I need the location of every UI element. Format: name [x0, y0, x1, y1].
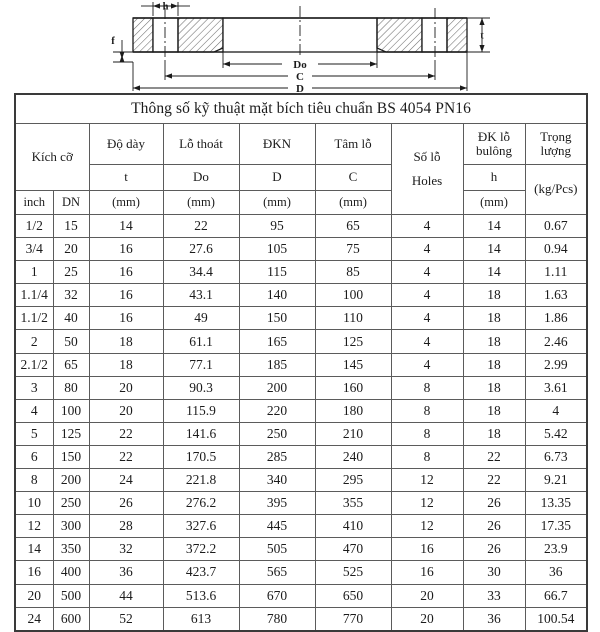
cell-c: 65	[315, 215, 391, 238]
cell-inch: 14	[15, 538, 53, 561]
cell-weight: 1.11	[525, 261, 587, 284]
cell-t: 26	[89, 492, 163, 515]
cell-dn: 150	[53, 445, 89, 468]
cell-do: 77.1	[163, 353, 239, 376]
cell-do: 22	[163, 215, 239, 238]
header-bore: Lỗ thoát	[163, 124, 239, 165]
table-row	[15, 538, 587, 561]
header-holes	[391, 124, 463, 215]
table-row	[15, 353, 587, 376]
cell-do: 61.1	[163, 330, 239, 353]
dimension-label-do: Do	[293, 59, 307, 71]
cell-d: 505	[239, 538, 315, 561]
cell-t: 18	[89, 330, 163, 353]
cell-t: 22	[89, 422, 163, 445]
table-row	[15, 422, 587, 445]
table-row	[15, 215, 587, 238]
cell-do: 513.6	[163, 584, 239, 607]
table-row	[15, 607, 587, 631]
cell-t: 16	[89, 284, 163, 307]
cell-c: 525	[315, 561, 391, 584]
cell-weight: 5.42	[525, 422, 587, 445]
header-row-names	[15, 124, 587, 165]
cell-inch: 10	[15, 492, 53, 515]
cell-holes: 4	[391, 330, 463, 353]
cell-weight: 36	[525, 561, 587, 584]
cell-do: 276.2	[163, 492, 239, 515]
cell-weight: 6.73	[525, 445, 587, 468]
cell-c: 410	[315, 515, 391, 538]
cell-dn: 125	[53, 422, 89, 445]
cell-h: 26	[463, 492, 525, 515]
cell-weight: 1.63	[525, 284, 587, 307]
cell-h: 14	[463, 261, 525, 284]
flange-section-right	[377, 18, 467, 52]
cell-inch: 20	[15, 584, 53, 607]
table-row	[15, 492, 587, 515]
symbol-c: C	[315, 165, 391, 191]
unit-t-mm: (mm)	[89, 191, 163, 215]
cell-weight: 9.21	[525, 469, 587, 492]
cell-weight: 4	[525, 399, 587, 422]
cell-weight: 0.94	[525, 238, 587, 261]
cell-t: 18	[89, 353, 163, 376]
cell-do: 34.4	[163, 261, 239, 284]
cell-d: 445	[239, 515, 315, 538]
cell-d: 105	[239, 238, 315, 261]
table-row	[15, 515, 587, 538]
table-row	[15, 376, 587, 399]
symbol-d: D	[239, 165, 315, 191]
cell-inch: 1/2	[15, 215, 53, 238]
table-row	[15, 261, 587, 284]
header-holes-en: Holes	[411, 173, 443, 188]
table-row	[15, 561, 587, 584]
cell-inch: 4	[15, 399, 53, 422]
cell-c: 295	[315, 469, 391, 492]
cell-dn: 65	[53, 353, 89, 376]
cell-c: 110	[315, 307, 391, 330]
dimension-label-f: f	[111, 36, 115, 47]
cell-c: 125	[315, 330, 391, 353]
cell-holes: 4	[391, 307, 463, 330]
cell-dn: 20	[53, 238, 89, 261]
cell-c: 100	[315, 284, 391, 307]
cell-dn: 25	[53, 261, 89, 284]
cell-inch: 1	[15, 261, 53, 284]
cell-holes: 20	[391, 584, 463, 607]
header-bolt-hole: ĐK lỗ bulông	[463, 124, 525, 165]
cell-dn: 250	[53, 492, 89, 515]
cell-do: 90.3	[163, 376, 239, 399]
header-thickness: Độ dày	[89, 124, 163, 165]
cell-d: 780	[239, 607, 315, 631]
cell-c: 470	[315, 538, 391, 561]
cell-dn: 350	[53, 538, 89, 561]
cell-inch: 3	[15, 376, 53, 399]
dimension-t	[467, 18, 490, 52]
table-title-row	[15, 94, 587, 124]
cell-holes: 20	[391, 607, 463, 631]
cell-c: 355	[315, 492, 391, 515]
cell-do: 141.6	[163, 422, 239, 445]
cell-inch: 1.1/2	[15, 307, 53, 330]
cell-dn: 600	[53, 607, 89, 631]
unit-do-mm: (mm)	[163, 191, 239, 215]
cell-c: 75	[315, 238, 391, 261]
cell-holes: 4	[391, 215, 463, 238]
cell-d: 395	[239, 492, 315, 515]
cell-c: 650	[315, 584, 391, 607]
cell-t: 36	[89, 561, 163, 584]
cell-dn: 500	[53, 584, 89, 607]
cell-dn: 300	[53, 515, 89, 538]
cell-inch: 16	[15, 561, 53, 584]
flange-drawing	[0, 0, 600, 93]
header-row-symbols	[15, 165, 587, 191]
cell-h: 22	[463, 469, 525, 492]
dimension-f	[113, 40, 133, 62]
cell-t: 16	[89, 307, 163, 330]
cell-h: 22	[463, 445, 525, 468]
cell-do: 170.5	[163, 445, 239, 468]
cell-d: 165	[239, 330, 315, 353]
cell-holes: 12	[391, 469, 463, 492]
cell-h: 14	[463, 238, 525, 261]
cell-do: 372.2	[163, 538, 239, 561]
cell-h: 18	[463, 307, 525, 330]
cell-t: 52	[89, 607, 163, 631]
unit-dn: DN	[53, 191, 89, 215]
cell-t: 22	[89, 445, 163, 468]
cell-weight: 13.35	[525, 492, 587, 515]
cell-holes: 16	[391, 538, 463, 561]
cell-d: 340	[239, 469, 315, 492]
cell-do: 43.1	[163, 284, 239, 307]
header-dkn: ĐKN	[239, 124, 315, 165]
cell-inch: 2	[15, 330, 53, 353]
cell-holes: 4	[391, 353, 463, 376]
cell-holes: 8	[391, 376, 463, 399]
cell-t: 16	[89, 238, 163, 261]
cell-d: 150	[239, 307, 315, 330]
header-weight: Trọng lượng	[525, 124, 587, 165]
cell-d: 115	[239, 261, 315, 284]
table-row	[15, 330, 587, 353]
cell-t: 20	[89, 376, 163, 399]
unit-d-mm: (mm)	[239, 191, 315, 215]
cell-d: 250	[239, 422, 315, 445]
cell-d: 220	[239, 399, 315, 422]
cell-c: 85	[315, 261, 391, 284]
cell-weight: 3.61	[525, 376, 587, 399]
cell-weight: 23.9	[525, 538, 587, 561]
cell-inch: 8	[15, 469, 53, 492]
cell-holes: 12	[391, 492, 463, 515]
cell-h: 18	[463, 422, 525, 445]
cell-h: 18	[463, 353, 525, 376]
cell-do: 613	[163, 607, 239, 631]
cell-h: 18	[463, 399, 525, 422]
table-row	[15, 469, 587, 492]
cell-holes: 4	[391, 261, 463, 284]
cell-c: 160	[315, 376, 391, 399]
table-row	[15, 584, 587, 607]
cell-weight: 17.35	[525, 515, 587, 538]
cell-dn: 50	[53, 330, 89, 353]
cell-weight: 2.46	[525, 330, 587, 353]
cell-weight: 1.86	[525, 307, 587, 330]
cell-t: 14	[89, 215, 163, 238]
cell-do: 49	[163, 307, 239, 330]
table-row	[15, 307, 587, 330]
cell-dn: 200	[53, 469, 89, 492]
cell-holes: 12	[391, 515, 463, 538]
cell-holes: 8	[391, 422, 463, 445]
cell-t: 32	[89, 538, 163, 561]
dimension-label-t: t	[480, 30, 484, 42]
cell-do: 327.6	[163, 515, 239, 538]
header-size: Kích cỡ	[15, 124, 89, 191]
cell-dn: 32	[53, 284, 89, 307]
cell-d: 670	[239, 584, 315, 607]
cell-weight: 100.54	[525, 607, 587, 631]
cell-d: 95	[239, 215, 315, 238]
cell-t: 16	[89, 261, 163, 284]
cell-weight: 0.67	[525, 215, 587, 238]
dimension-label-c: C	[296, 71, 304, 83]
cell-h: 33	[463, 584, 525, 607]
flange-section-left	[133, 18, 223, 52]
cell-dn: 400	[53, 561, 89, 584]
cell-inch: 6	[15, 445, 53, 468]
cell-inch: 3/4	[15, 238, 53, 261]
symbol-h: h	[463, 165, 525, 191]
cell-weight: 2.99	[525, 353, 587, 376]
cell-h: 18	[463, 284, 525, 307]
cell-h: 14	[463, 215, 525, 238]
dimension-label-d: D	[296, 83, 304, 93]
symbol-t: t	[89, 165, 163, 191]
cell-dn: 100	[53, 399, 89, 422]
header-row-units	[15, 191, 587, 215]
cell-holes: 16	[391, 561, 463, 584]
unit-inch: inch	[15, 191, 53, 215]
cell-h: 26	[463, 538, 525, 561]
unit-h-mm: (mm)	[463, 191, 525, 215]
cell-c: 180	[315, 399, 391, 422]
cell-t: 28	[89, 515, 163, 538]
cell-h: 18	[463, 330, 525, 353]
table-row	[15, 284, 587, 307]
cell-do: 27.6	[163, 238, 239, 261]
cell-c: 210	[315, 422, 391, 445]
cell-inch: 12	[15, 515, 53, 538]
cell-d: 285	[239, 445, 315, 468]
cell-h: 30	[463, 561, 525, 584]
cell-c: 770	[315, 607, 391, 631]
cell-t: 24	[89, 469, 163, 492]
table-row	[15, 445, 587, 468]
header-holes-vn: Số lỗ	[413, 149, 441, 164]
spec-table-wrapper	[0, 93, 600, 632]
cell-do: 115.9	[163, 399, 239, 422]
flange-spec-table	[14, 93, 588, 632]
cell-holes: 4	[391, 238, 463, 261]
cell-t: 20	[89, 399, 163, 422]
cell-dn: 15	[53, 215, 89, 238]
cell-d: 185	[239, 353, 315, 376]
table-title: Thông số kỹ thuật mặt bích tiêu chuẩn BS 4054 PN16	[15, 94, 587, 124]
symbol-weight-unit: (kg/Pcs)	[525, 165, 587, 215]
cell-holes: 4	[391, 284, 463, 307]
cell-inch: 1.1/4	[15, 284, 53, 307]
table-row	[15, 238, 587, 261]
cell-inch: 24	[15, 607, 53, 631]
cell-weight: 66.7	[525, 584, 587, 607]
cell-do: 221.8	[163, 469, 239, 492]
cell-d: 200	[239, 376, 315, 399]
cell-h: 18	[463, 376, 525, 399]
cell-d: 140	[239, 284, 315, 307]
table-row	[15, 399, 587, 422]
dimension-label-h: h	[162, 1, 169, 13]
cell-holes: 8	[391, 445, 463, 468]
cell-dn: 40	[53, 307, 89, 330]
cell-inch: 5	[15, 422, 53, 445]
cell-do: 423.7	[163, 561, 239, 584]
cell-c: 240	[315, 445, 391, 468]
cell-dn: 80	[53, 376, 89, 399]
unit-c-mm: (mm)	[315, 191, 391, 215]
cell-h: 36	[463, 607, 525, 631]
symbol-do: Do	[163, 165, 239, 191]
cell-c: 145	[315, 353, 391, 376]
cell-h: 26	[463, 515, 525, 538]
cell-inch: 2.1/2	[15, 353, 53, 376]
cell-t: 44	[89, 584, 163, 607]
header-pcd: Tâm lỗ	[315, 124, 391, 165]
spec-table-body	[15, 215, 587, 631]
cell-holes: 8	[391, 399, 463, 422]
cell-d: 565	[239, 561, 315, 584]
